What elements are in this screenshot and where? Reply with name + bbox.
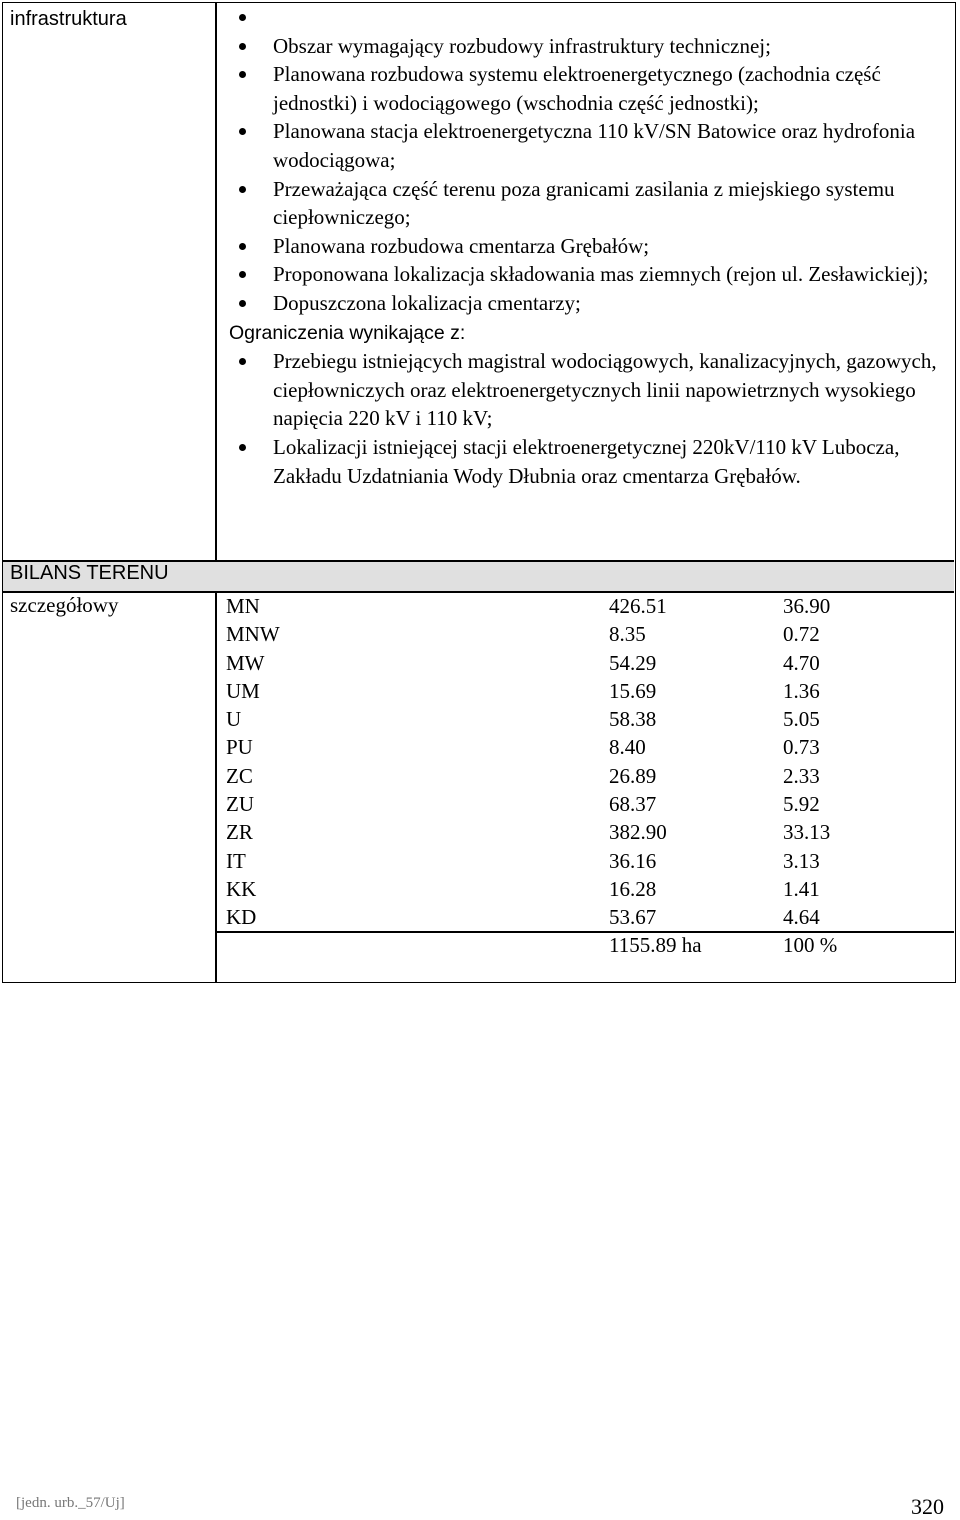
list-item — [229, 117, 949, 174]
row-label-infrastruktura: infrastruktura — [10, 8, 127, 30]
list-item-text: Ograniczenia wynikające z: — [229, 321, 466, 344]
zone-code: PU — [226, 735, 253, 760]
zone-code: IT — [226, 848, 246, 873]
area-value: 26.89 — [609, 763, 657, 788]
percent-value: 1.41 — [783, 876, 820, 901]
bullet-icon — [239, 14, 246, 21]
area-values-column — [609, 592, 667, 932]
zone-code: ZU — [226, 792, 254, 817]
bullet-icon — [239, 300, 246, 307]
area-value: 68.37 — [609, 792, 657, 817]
zone-code: KD — [226, 905, 257, 930]
area-value: 58.38 — [609, 707, 657, 732]
area-value: 15.69 — [609, 678, 657, 703]
list-item — [229, 289, 949, 318]
bullet-icon — [239, 71, 246, 78]
list-item-text: Proponowana lokalizacja składowania mas ziemnych (rejon ul. Zesławickiej); — [273, 262, 929, 287]
area-value: 382.90 — [609, 820, 667, 845]
area-value: 16.28 — [609, 876, 657, 901]
percent-value: 3.13 — [783, 848, 820, 873]
list-item — [229, 347, 949, 433]
bullet-icon — [239, 444, 246, 451]
zone-code: UM — [226, 678, 260, 703]
zone-code: MW — [226, 650, 265, 675]
percent-value: 36.90 — [783, 594, 831, 618]
total-row-divider — [215, 931, 954, 933]
list-item-text: Obszar wymagający rozbudowy infrastruktury technicznej; — [273, 33, 771, 58]
percent-value: 0.73 — [783, 735, 820, 760]
list-item — [229, 32, 949, 61]
document-reference: [jedn. urb._57/Uj] — [16, 1495, 125, 1511]
list-item — [229, 433, 949, 490]
zone-code: MN — [226, 594, 260, 618]
list-item — [229, 60, 949, 117]
column-divider — [215, 3, 217, 560]
area-value: 36.16 — [609, 848, 657, 873]
bullet-icon — [239, 186, 246, 193]
percent-value: 1.36 — [783, 678, 820, 703]
list-item-text: Lokalizacji istniejącej stacji elektroenergetycznej 220kV/110 kV Lubocza, Zakładu Uzdatniania Wody Dłubnia oraz cmentarza Grębałów. — [273, 434, 900, 488]
area-value: 54.29 — [609, 650, 657, 675]
infrastructure-list — [229, 3, 949, 490]
column-divider — [215, 591, 217, 982]
zone-code: ZR — [226, 820, 253, 845]
list-item-text: Planowana rozbudowa cmentarza Grębałów; — [273, 233, 650, 258]
list-subheading — [229, 318, 949, 348]
area-value: 426.51 — [609, 594, 667, 618]
area-value: 8.40 — [609, 735, 646, 760]
percent-value: 33.13 — [783, 820, 831, 845]
zone-code: MNW — [226, 622, 280, 647]
bullet-icon — [239, 43, 246, 50]
bullet-icon — [239, 243, 246, 250]
percent-value: 4.70 — [783, 650, 820, 675]
list-item-text: Planowana rozbudowa systemu elektroenergetycznego (zachodnia część jednostki) i wodociągowego (wschodnia część jednostki); — [273, 62, 881, 115]
bilans-header: BILANS TERENU — [10, 562, 169, 584]
total-area: 1155.89 ha — [609, 933, 702, 957]
area-value: 53.67 — [609, 905, 657, 930]
page-number: 320 — [911, 1494, 944, 1519]
bullet-icon — [239, 271, 246, 278]
zone-codes-column — [226, 592, 280, 932]
bullet-icon — [239, 358, 246, 365]
percent-value: 0.72 — [783, 622, 820, 647]
percent-value: 2.33 — [783, 763, 820, 788]
list-item-text: Przeważająca część terenu poza granicami zasilania z miejskiego systemu ciepłowniczego; — [273, 176, 895, 230]
percent-value: 4.64 — [783, 905, 820, 930]
list-item — [229, 175, 949, 232]
zone-code: ZC — [226, 763, 253, 788]
row-label-szczegolowy: szczegółowy — [10, 593, 119, 617]
list-item — [229, 232, 949, 261]
area-value: 8.35 — [609, 622, 646, 647]
list-item-text: Dopuszczona lokalizacja cmentarzy; — [273, 290, 581, 315]
list-item-text: Planowana stacja elektroenergetyczna 110 kV/SN Batowice oraz hydrofonia wodociągowa; — [273, 119, 916, 172]
zone-code: KK — [226, 876, 257, 901]
zone-code: U — [226, 707, 242, 732]
list-item — [229, 3, 949, 32]
total-percent: 100 % — [783, 933, 838, 957]
list-item — [229, 260, 949, 289]
percent-value: 5.05 — [783, 707, 820, 732]
percent-values-column — [783, 592, 830, 932]
list-item-text: Przebiegu istniejących magistral wodociągowych, kanalizacyjnych, gazowych, ciepłowniczych oraz elektroenergetycznych linii napowietrznych wysokiego napięcia 220 kV i 110 kV; — [273, 349, 937, 431]
bullet-icon — [239, 128, 246, 135]
percent-value: 5.92 — [783, 792, 820, 817]
